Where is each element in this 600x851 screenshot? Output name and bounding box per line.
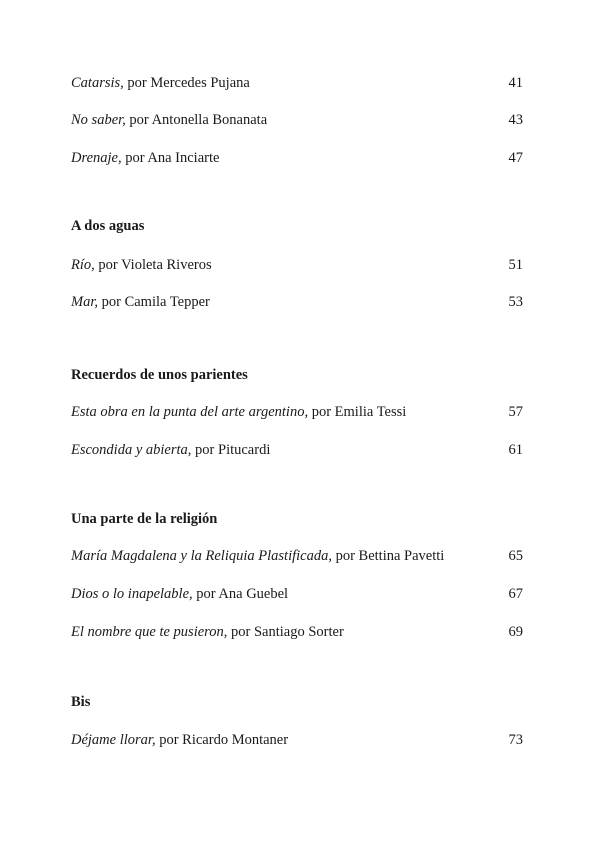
- entry-title: Esta obra en la punta del arte argentino,: [71, 404, 309, 420]
- entry-author: por Ana Inciarte: [121, 150, 220, 166]
- entry-title: María Magdalena y la Reliquia Plastificada,: [71, 548, 332, 564]
- entry-page-number: 41: [508, 75, 523, 91]
- toc-entry[interactable]: [71, 110, 523, 130]
- entry-title: Río,: [71, 257, 95, 273]
- toc-entry[interactable]: [71, 255, 523, 275]
- toc-entry[interactable]: [71, 546, 523, 566]
- entry-page-number: 67: [508, 586, 523, 602]
- entry-title: Escondida y abierta,: [71, 442, 192, 458]
- entry-page-number: 57: [508, 404, 523, 420]
- entry-author: por Antonella Bonanata: [125, 112, 268, 128]
- entry-title: Mar,: [71, 294, 98, 310]
- entry-author: por Pitucardi: [191, 442, 271, 458]
- toc-entry[interactable]: [71, 730, 523, 750]
- entry-page-number: 47: [508, 150, 523, 166]
- entry-author: por Bettina Pavetti: [331, 548, 445, 564]
- entry-author: por Ana Guebel: [192, 586, 289, 602]
- entry-title: Déjame llorar,: [71, 732, 156, 748]
- toc-entry[interactable]: [71, 622, 523, 642]
- entry-title: Catarsis,: [71, 75, 124, 91]
- entry-title: Dios o lo inapelable,: [71, 586, 193, 602]
- section-heading: Una parte de la religión: [71, 511, 218, 527]
- toc-entry[interactable]: [71, 73, 523, 93]
- entry-title: Drenaje,: [71, 150, 122, 166]
- entry-author: por Camila Tepper: [98, 294, 210, 310]
- entry-page-number: 61: [508, 442, 523, 458]
- entry-page-number: 69: [508, 624, 523, 640]
- entry-page-number: 65: [508, 548, 523, 564]
- toc-entry[interactable]: [71, 402, 523, 422]
- toc-entry[interactable]: [71, 584, 523, 604]
- entry-page-number: 51: [508, 257, 523, 273]
- entry-title: El nombre que te pusieron,: [71, 624, 228, 640]
- toc-entry[interactable]: [71, 148, 523, 168]
- entry-author: por Emilia Tessi: [308, 404, 407, 420]
- entry-author: por Mercedes Pujana: [123, 75, 250, 91]
- entry-title: No saber,: [71, 112, 126, 128]
- section-heading: A dos aguas: [71, 218, 145, 234]
- entry-page-number: 43: [508, 112, 523, 128]
- section-heading: Bis: [71, 694, 91, 710]
- entry-author: por Ricardo Montaner: [155, 732, 289, 748]
- entry-page-number: 53: [508, 294, 523, 310]
- entry-page-number: 73: [508, 732, 523, 748]
- entry-author: por Violeta Riveros: [94, 257, 212, 273]
- entry-author: por Santiago Sorter: [227, 624, 344, 640]
- toc-entry[interactable]: [71, 292, 523, 312]
- section-heading: Recuerdos de unos parientes: [71, 367, 248, 383]
- toc-entry[interactable]: [71, 440, 523, 460]
